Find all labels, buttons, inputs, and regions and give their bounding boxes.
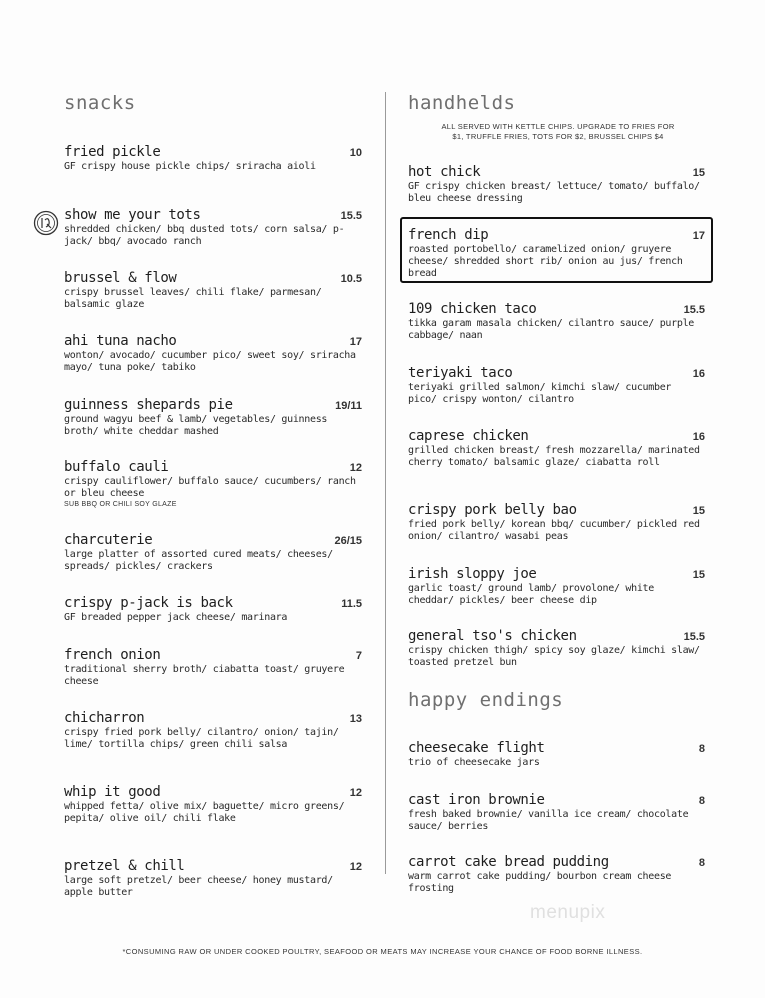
menu-item (64, 270, 362, 311)
menu-item-name: pretzel & chill (64, 858, 185, 874)
menu-item-description: GF breaded pepper jack cheese/ marinara (64, 612, 288, 623)
menu-item-name: fried pickle (64, 144, 161, 160)
menu-item-price: 12 (349, 861, 362, 873)
menu-item-header (408, 566, 705, 582)
snacks-column (64, 92, 366, 114)
menu-item-price: 19/11 (335, 400, 362, 412)
menu-item-description: whipped fetta/ olive mix/ baguette/ micro greens/ pepita/ olive oil/ chili flake (64, 801, 345, 824)
menu-item-name: brussel & flow (64, 270, 177, 286)
menu-item-header (64, 270, 362, 286)
menu-item-header (408, 740, 705, 756)
menu-item-price: 7 (355, 650, 362, 662)
menu-item-name: ahi tuna nacho (64, 333, 177, 349)
menu-item-header (408, 365, 705, 381)
menu-item (408, 740, 705, 769)
menu-item-description: shredded chicken/ bbq dusted tots/ corn salsa/ p-jack/ bbq/ avocado ranch (64, 224, 345, 247)
menu-item-header (408, 792, 705, 808)
menu-item-header (64, 858, 362, 874)
menu-item-name: charcuterie (64, 532, 153, 548)
menu-item (64, 710, 362, 751)
menu-item-price: 26/15 (334, 535, 362, 547)
menu-item (408, 854, 705, 895)
menu-item-price: 15.5 (683, 631, 705, 643)
menu-item-price: 15 (692, 569, 705, 581)
menu-item (64, 858, 362, 899)
menu-item-price: 11.5 (341, 598, 362, 610)
menu-item-price: 8 (698, 857, 705, 869)
menu-item-name: guinness shepards pie (64, 397, 233, 413)
menu-item-description: grilled chicken breast/ fresh mozzarella/ marinated cherry tomato/ balsamic glaze/ ciabatta roll (408, 445, 700, 468)
menu-item-description: large platter of assorted cured meats/ cheeses/ spreads/ pickles/ crackers (64, 549, 333, 572)
menu-item-header (64, 144, 362, 160)
menu-item (408, 428, 705, 469)
menu-item-name: crispy p-jack is back (64, 595, 233, 611)
menu-item-name: french dip (408, 227, 489, 243)
menu-item-name: chicharron (64, 710, 145, 726)
menu-item (64, 397, 362, 438)
menu-item (64, 207, 362, 248)
menu-item-header (408, 428, 705, 444)
menu-item-header (408, 628, 705, 644)
menu-item-price: 10.5 (340, 273, 362, 285)
menu-item (408, 164, 705, 205)
menu-item (408, 628, 705, 669)
happy-endings-title: happy endings (408, 689, 564, 711)
menu-item-header (64, 207, 362, 223)
menu-item (64, 333, 362, 374)
menu-item (64, 595, 362, 624)
menu-item-option: SUB BBQ OR CHILI SOY GLAZE (64, 501, 177, 508)
menu-item-description: crispy chicken thigh/ spicy soy glaze/ kimchi slaw/ toasted pretzel bun (408, 645, 700, 668)
handhelds-note-line2: $1, TRUFFLE FRIES, TOTS FOR $2, BRUSSEL CHIPS $4 (452, 132, 664, 141)
menu-item-price: 12 (349, 787, 362, 799)
menu-item-header (408, 502, 705, 518)
menu-item-description: large soft pretzel/ beer cheese/ honey mustard/ apple butter (64, 875, 333, 898)
menu-item-header (408, 301, 705, 317)
menu-item-header (64, 397, 362, 413)
menu-item-name: french onion (64, 647, 161, 663)
menu-item-header (64, 459, 362, 475)
menu-item-name: teriyaki taco (408, 365, 513, 381)
menu-item-name: general tso's chicken (408, 628, 577, 644)
menu-item-price: 12 (349, 462, 362, 474)
menu-item-price: 13 (349, 713, 362, 725)
menu-item-description: traditional sherry broth/ ciabatta toast/ gruyere cheese (64, 664, 345, 687)
menu-item-name: hot chick (408, 164, 481, 180)
footer-disclaimer: *CONSUMING RAW OR UNDER COOKED POULTRY, SEAFOOD OR MEATS MAY INCREASE YOUR CHANCE OF FOOD BORNE ILLNESS. (122, 947, 643, 956)
menu-item-description: GF crispy house pickle chips/ sriracha aioli (64, 161, 316, 172)
handhelds-note-line1: ALL SERVED WITH KETTLE CHIPS. UPGRADE TO FRIES FOR (441, 122, 675, 131)
menu-item-header (64, 532, 362, 548)
french-dip-highlight-box (400, 217, 713, 283)
menu-item-name: caprese chicken (408, 428, 529, 444)
menu-item-description: fried pork belly/ korean bbq/ cucumber/ pickled red onion/ cilantro/ wasabi peas (408, 519, 700, 542)
menu-item-name: cheesecake flight (408, 740, 545, 756)
menu-item-description: crispy brussel leaves/ chili flake/ parmesan/ balsamic glaze (64, 287, 322, 310)
menu-item-name: cast iron brownie (408, 792, 545, 808)
menu-item-description: GF crispy chicken breast/ lettuce/ tomato/ buffalo/ bleu cheese dressing (408, 181, 700, 204)
menu-item (408, 566, 705, 607)
menu-item-description: garlic toast/ ground lamb/ provolone/ white cheddar/ pickles/ beer cheese dip (408, 583, 654, 606)
menu-item-description: tikka garam masala chicken/ cilantro sauce/ purple cabbage/ naan (408, 318, 695, 341)
handhelds-title: handhelds (408, 92, 516, 114)
menu-item-description: roasted portobello/ caramelized onion/ gruyere cheese/ shredded short rib/ onion au jus/ french bread (408, 244, 683, 279)
column-divider (385, 92, 386, 874)
menu-item-price: 17 (349, 336, 362, 348)
menu-item-description: crispy cauliflower/ buffalo sauce/ cucumbers/ ranch or bleu cheese (64, 476, 356, 499)
menu-item-header (408, 164, 705, 180)
menu-item-description: wonton/ avocado/ cucumber pico/ sweet soy/ sriracha mayo/ tuna poke/ tabiko (64, 350, 356, 373)
menu-item-price: 8 (698, 743, 705, 755)
menu-item-name: irish sloppy joe (408, 566, 537, 582)
menu-item-header (64, 710, 362, 726)
menu-item (64, 459, 362, 508)
circled-109-logo-icon (33, 210, 59, 236)
snacks-title: snacks (64, 92, 136, 114)
menu-item (408, 301, 705, 342)
menu-item (64, 532, 362, 573)
menu-item-price: 16 (692, 431, 705, 443)
menu-item-price: 17 (692, 230, 705, 242)
menu-item (408, 365, 705, 406)
menu-item-price: 8 (698, 795, 705, 807)
menu-item-header (408, 854, 705, 870)
menu-item-price: 15.5 (340, 210, 362, 222)
menu-item (408, 792, 705, 833)
menu-item-name: buffalo cauli (64, 459, 169, 475)
menu-item-description: ground wagyu beef & lamb/ vegetables/ guinness broth/ white cheddar mashed (64, 414, 328, 437)
menu-item (64, 144, 362, 173)
menu-item-name: show me your tots (64, 207, 201, 223)
menu-item-price: 15 (692, 167, 705, 179)
menupix-watermark: menupix (530, 902, 606, 923)
handhelds-column (408, 92, 708, 142)
menu-item-name: whip it good (64, 784, 161, 800)
menu-item-price: 15.5 (683, 304, 705, 316)
menu-item-price: 16 (692, 368, 705, 380)
handhelds-note (408, 122, 708, 142)
menu-item (64, 647, 362, 688)
menu-item-description: teriyaki grilled salmon/ kimchi slaw/ cucumber pico/ crispy wonton/ cilantro (408, 382, 672, 405)
menu-item-header (64, 595, 362, 611)
menu-item (64, 784, 362, 825)
menu-item-description: trio of cheesecake jars (408, 757, 540, 768)
menu-item-name: crispy pork belly bao (408, 502, 577, 518)
menu-item-description: fresh baked brownie/ vanilla ice cream/ chocolate sauce/ berries (408, 809, 689, 832)
menu-item-name: carrot cake bread pudding (408, 854, 609, 870)
menu-item-name: 109 chicken taco (408, 301, 537, 317)
menu-item-header (64, 784, 362, 800)
menu-item-price: 10 (349, 147, 362, 159)
menu-item-description: warm carrot cake pudding/ bourbon cream cheese frosting (408, 871, 672, 894)
menu-item (408, 502, 705, 543)
menu-item-price: 15 (692, 505, 705, 517)
menu-item-header (64, 647, 362, 663)
menu-item-header (64, 333, 362, 349)
menu-item-description: crispy fried pork belly/ cilantro/ onion/ tajin/ lime/ tortilla chips/ green chili salsa (64, 727, 339, 750)
